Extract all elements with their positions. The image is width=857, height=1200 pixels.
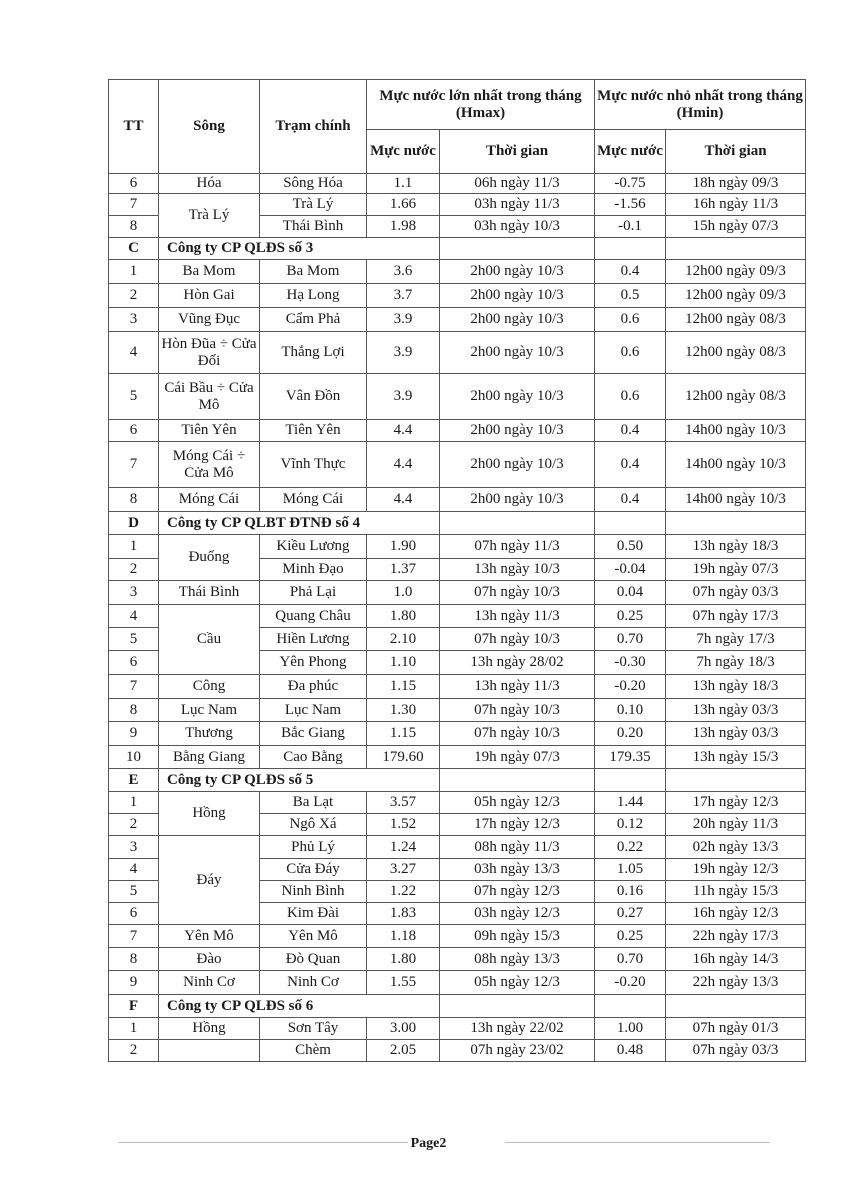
hmin-time: 07h ngày 01/3 [666, 1018, 806, 1040]
river-name: Bằng Giang [159, 746, 260, 769]
row-number: 1 [109, 1018, 159, 1040]
hmax-time: 07h ngày 10/3 [440, 722, 595, 746]
river-name: Móng Cái [159, 488, 260, 512]
station-name: Lục Nam [260, 699, 367, 722]
hmin-time: 07h ngày 17/3 [666, 605, 806, 628]
hmin-level: 0.5 [595, 284, 666, 308]
hmin-level: 0.4 [595, 488, 666, 512]
station-name: Kiều Lương [260, 535, 367, 559]
hmax-level: 1.90 [367, 535, 440, 559]
row-number: 7 [109, 925, 159, 948]
empty-cell [666, 512, 806, 535]
table-row [109, 308, 806, 332]
empty-cell [440, 769, 595, 792]
hmin-time: 18h ngày 09/3 [666, 174, 806, 194]
header-hmax-time: Thời gian [440, 130, 595, 174]
hmax-level: 1.15 [367, 722, 440, 746]
section-row [109, 512, 806, 535]
hmin-time: 13h ngày 18/3 [666, 535, 806, 559]
hmax-level: 3.9 [367, 374, 440, 420]
station-name: Yên Phong [260, 651, 367, 675]
hmin-level: 0.48 [595, 1040, 666, 1062]
hmax-level: 1.18 [367, 925, 440, 948]
hmax-time: 08h ngày 11/3 [440, 836, 595, 859]
table-row [109, 836, 806, 859]
section-code: D [109, 512, 159, 535]
hmin-level: 0.22 [595, 836, 666, 859]
empty-cell [595, 238, 666, 260]
water-level-table [108, 79, 806, 1062]
hmin-level: 0.12 [595, 814, 666, 836]
hmin-time: 7h ngày 17/3 [666, 628, 806, 651]
hmax-level: 1.80 [367, 605, 440, 628]
hmax-level: 1.1 [367, 174, 440, 194]
row-number: 2 [109, 284, 159, 308]
hmax-level: 3.7 [367, 284, 440, 308]
station-name: Ninh Bình [260, 881, 367, 903]
hmin-level: 0.50 [595, 535, 666, 559]
river-name: Trà Lý [159, 194, 260, 238]
hmax-level: 1.15 [367, 675, 440, 699]
hmax-time: 13h ngày 28/02 [440, 651, 595, 675]
hmin-time: 07h ngày 03/3 [666, 1040, 806, 1062]
hmax-time: 17h ngày 12/3 [440, 814, 595, 836]
row-number: 5 [109, 881, 159, 903]
hmax-level: 179.60 [367, 746, 440, 769]
station-name: Móng Cái [260, 488, 367, 512]
river-name: Hòn Gai [159, 284, 260, 308]
table-row [109, 284, 806, 308]
table-row [109, 746, 806, 769]
station-name: Ngô Xá [260, 814, 367, 836]
table-row [109, 948, 806, 971]
river-name: Vũng Đục [159, 308, 260, 332]
row-number: 1 [109, 792, 159, 814]
hmin-level: 0.16 [595, 881, 666, 903]
hmin-time: 16h ngày 14/3 [666, 948, 806, 971]
river-name: Hồng [159, 792, 260, 836]
table-row [109, 260, 806, 284]
section-row [109, 769, 806, 792]
river-name: Tiên Yên [159, 420, 260, 442]
hmin-time: 20h ngày 11/3 [666, 814, 806, 836]
row-number: 8 [109, 216, 159, 238]
hmin-level: 0.4 [595, 260, 666, 284]
station-name: Cao Bằng [260, 746, 367, 769]
hmin-level: 0.4 [595, 420, 666, 442]
hmax-time: 07h ngày 12/3 [440, 881, 595, 903]
table-row [109, 971, 806, 995]
hmax-time: 2h00 ngày 10/3 [440, 488, 595, 512]
hmin-time: 22h ngày 13/3 [666, 971, 806, 995]
hmax-level: 3.57 [367, 792, 440, 814]
empty-cell [595, 995, 666, 1018]
row-number: 5 [109, 628, 159, 651]
hmin-time: 14h00 ngày 10/3 [666, 488, 806, 512]
hmax-time: 07h ngày 10/3 [440, 581, 595, 605]
row-number: 4 [109, 605, 159, 628]
station-name: Phủ Lý [260, 836, 367, 859]
row-number: 6 [109, 651, 159, 675]
hmin-time: 19h ngày 07/3 [666, 559, 806, 581]
hmin-level: 0.25 [595, 605, 666, 628]
row-number: 4 [109, 332, 159, 374]
hmax-level: 4.4 [367, 442, 440, 488]
hmax-time: 07h ngày 11/3 [440, 535, 595, 559]
hmin-time: 12h00 ngày 09/3 [666, 284, 806, 308]
section-name: Công ty CP QLĐS số 5 [159, 769, 440, 792]
river-name: Ninh Cơ [159, 971, 260, 995]
hmax-time: 2h00 ngày 10/3 [440, 420, 595, 442]
hmin-time: 17h ngày 12/3 [666, 792, 806, 814]
hmax-level: 1.37 [367, 559, 440, 581]
hmax-level: 1.66 [367, 194, 440, 216]
section-code: F [109, 995, 159, 1018]
hmin-time: 16h ngày 11/3 [666, 194, 806, 216]
hmax-time: 2h00 ngày 10/3 [440, 332, 595, 374]
river-name: Hồng [159, 1018, 260, 1040]
station-name: Hạ Long [260, 284, 367, 308]
hmax-level: 1.24 [367, 836, 440, 859]
table-row [109, 194, 806, 216]
hmax-time: 19h ngày 07/3 [440, 746, 595, 769]
table-row [109, 442, 806, 488]
hmax-time: 08h ngày 13/3 [440, 948, 595, 971]
station-name: Quang Châu [260, 605, 367, 628]
section-name: Công ty CP QLBT ĐTNĐ số 4 [159, 512, 440, 535]
row-number: 2 [109, 559, 159, 581]
hmax-level: 3.9 [367, 308, 440, 332]
hmin-level: 0.4 [595, 442, 666, 488]
table-row [109, 488, 806, 512]
river-name: Yên Mô [159, 925, 260, 948]
hmin-level: 1.44 [595, 792, 666, 814]
row-number: 6 [109, 420, 159, 442]
header-song: Sông [159, 80, 260, 174]
section-name: Công ty CP QLĐS số 6 [159, 995, 440, 1018]
hmin-level: -1.56 [595, 194, 666, 216]
hmin-time: 19h ngày 12/3 [666, 859, 806, 881]
station-name: Sơn Tây [260, 1018, 367, 1040]
row-number: 6 [109, 174, 159, 194]
hmin-level: -0.20 [595, 675, 666, 699]
river-name [159, 1040, 260, 1062]
hmin-level: 0.70 [595, 628, 666, 651]
table-row [109, 699, 806, 722]
row-number: 1 [109, 535, 159, 559]
station-name: Cẩm Phả [260, 308, 367, 332]
hmax-level: 1.83 [367, 903, 440, 925]
page-number: Page2 [410, 1136, 447, 1151]
hmax-time: 06h ngày 11/3 [440, 174, 595, 194]
row-number: 3 [109, 308, 159, 332]
hmin-time: 13h ngày 03/3 [666, 699, 806, 722]
river-name: Đuống [159, 535, 260, 581]
hmax-time: 13h ngày 11/3 [440, 605, 595, 628]
hmin-level: 0.27 [595, 903, 666, 925]
station-name: Thắng Lợi [260, 332, 367, 374]
hmin-time: 12h00 ngày 08/3 [666, 308, 806, 332]
river-name: Cầu [159, 605, 260, 675]
hmax-time: 13h ngày 22/02 [440, 1018, 595, 1040]
river-name: Ba Mom [159, 260, 260, 284]
empty-cell [666, 995, 806, 1018]
table-row [109, 792, 806, 814]
hmin-time: 13h ngày 03/3 [666, 722, 806, 746]
table-row [109, 925, 806, 948]
header-tt: TT [109, 80, 159, 174]
hmin-time: 12h00 ngày 09/3 [666, 260, 806, 284]
station-name: Bắc Giang [260, 722, 367, 746]
station-name: Kim Đài [260, 903, 367, 925]
row-number: 5 [109, 374, 159, 420]
hmin-time: 14h00 ngày 10/3 [666, 442, 806, 488]
hmax-time: 2h00 ngày 10/3 [440, 442, 595, 488]
empty-cell [595, 512, 666, 535]
hmin-time: 15h ngày 07/3 [666, 216, 806, 238]
station-name: Chèm [260, 1040, 367, 1062]
hmin-time: 07h ngày 03/3 [666, 581, 806, 605]
station-name: Đa phúc [260, 675, 367, 699]
station-name: Vĩnh Thực [260, 442, 367, 488]
hmin-time: 7h ngày 18/3 [666, 651, 806, 675]
table-row [109, 581, 806, 605]
hmin-time: 16h ngày 12/3 [666, 903, 806, 925]
river-name: Móng Cái ÷ Cửa Mô [159, 442, 260, 488]
hmax-time: 03h ngày 11/3 [440, 194, 595, 216]
row-number: 3 [109, 836, 159, 859]
station-name: Cửa Đáy [260, 859, 367, 881]
station-name: Ba Mom [260, 260, 367, 284]
hmin-level: -0.04 [595, 559, 666, 581]
hmax-level: 4.4 [367, 420, 440, 442]
table-row [109, 722, 806, 746]
hmax-level: 1.0 [367, 581, 440, 605]
empty-cell [440, 995, 595, 1018]
hmax-level: 2.05 [367, 1040, 440, 1062]
hmax-level: 3.27 [367, 859, 440, 881]
table-row [109, 420, 806, 442]
hmax-level: 3.6 [367, 260, 440, 284]
table-row [109, 374, 806, 420]
hmax-time: 2h00 ngày 10/3 [440, 374, 595, 420]
table-row [109, 535, 806, 559]
hmax-time: 03h ngày 10/3 [440, 216, 595, 238]
row-number: 8 [109, 488, 159, 512]
table-row [109, 332, 806, 374]
station-name: Yên Mô [260, 925, 367, 948]
row-number: 7 [109, 675, 159, 699]
header-hmin-time: Thời gian [666, 130, 806, 174]
table-row [109, 1040, 806, 1062]
station-name: Ninh Cơ [260, 971, 367, 995]
hmax-level: 4.4 [367, 488, 440, 512]
row-number: 10 [109, 746, 159, 769]
empty-cell [666, 238, 806, 260]
row-number: 7 [109, 194, 159, 216]
hmin-time: 11h ngày 15/3 [666, 881, 806, 903]
hmax-time: 13h ngày 10/3 [440, 559, 595, 581]
hmax-time: 2h00 ngày 10/3 [440, 308, 595, 332]
section-row [109, 995, 806, 1018]
station-name: Thái Bình [260, 216, 367, 238]
hmin-level: 0.25 [595, 925, 666, 948]
table-row [109, 174, 806, 194]
hmin-level: -0.75 [595, 174, 666, 194]
station-name: Đò Quan [260, 948, 367, 971]
row-number: 8 [109, 699, 159, 722]
station-name: Vân Đồn [260, 374, 367, 420]
row-number: 2 [109, 814, 159, 836]
section-code: E [109, 769, 159, 792]
hmin-level: 0.6 [595, 374, 666, 420]
river-name: Lục Nam [159, 699, 260, 722]
hmin-level: 0.20 [595, 722, 666, 746]
hmin-time: 12h00 ngày 08/3 [666, 332, 806, 374]
hmax-time: 03h ngày 12/3 [440, 903, 595, 925]
section-code: C [109, 238, 159, 260]
station-name: Minh Đạo [260, 559, 367, 581]
river-name: Đáy [159, 836, 260, 925]
section-name: Công ty CP QLĐS số 3 [159, 238, 440, 260]
hmax-level: 1.30 [367, 699, 440, 722]
hmin-level: 0.6 [595, 308, 666, 332]
hmin-time: 13h ngày 18/3 [666, 675, 806, 699]
hmin-level: 0.70 [595, 948, 666, 971]
row-number: 9 [109, 971, 159, 995]
table-row [109, 1018, 806, 1040]
hmax-time: 03h ngày 13/3 [440, 859, 595, 881]
station-name: Tiên Yên [260, 420, 367, 442]
hmax-time: 2h00 ngày 10/3 [440, 260, 595, 284]
hmax-time: 07h ngày 10/3 [440, 699, 595, 722]
table-body [109, 174, 806, 1062]
station-name: Trà Lý [260, 194, 367, 216]
hmin-level: -0.1 [595, 216, 666, 238]
row-number: 6 [109, 903, 159, 925]
hmax-level: 1.80 [367, 948, 440, 971]
station-name: Phả Lại [260, 581, 367, 605]
hmax-level: 1.22 [367, 881, 440, 903]
station-name: Sông Hóa [260, 174, 367, 194]
document-page [108, 79, 805, 1062]
hmax-time: 05h ngày 12/3 [440, 971, 595, 995]
hmax-time: 2h00 ngày 10/3 [440, 284, 595, 308]
river-name: Cái Bầu ÷ Cửa Mô [159, 374, 260, 420]
empty-cell [666, 769, 806, 792]
hmin-time: 02h ngày 13/3 [666, 836, 806, 859]
hmax-time: 13h ngày 11/3 [440, 675, 595, 699]
row-number: 3 [109, 581, 159, 605]
river-name: Đào [159, 948, 260, 971]
hmin-level: 0.04 [595, 581, 666, 605]
hmax-level: 3.00 [367, 1018, 440, 1040]
table-row [109, 675, 806, 699]
header-hmax-level: Mực nước [367, 130, 440, 174]
river-name: Thái Bình [159, 581, 260, 605]
empty-cell [595, 769, 666, 792]
river-name: Hòn Đũa ÷ Cửa Đối [159, 332, 260, 374]
station-name: Ba Lạt [260, 792, 367, 814]
hmin-level: -0.20 [595, 971, 666, 995]
row-number: 8 [109, 948, 159, 971]
hmin-time: 13h ngày 15/3 [666, 746, 806, 769]
hmax-level: 1.98 [367, 216, 440, 238]
hmin-level: 0.6 [595, 332, 666, 374]
hmax-level: 1.52 [367, 814, 440, 836]
hmax-level: 1.10 [367, 651, 440, 675]
header-hmin: Mực nước nhỏ nhất trong tháng (Hmin) [595, 80, 806, 130]
hmin-time: 14h00 ngày 10/3 [666, 420, 806, 442]
hmin-level: 0.10 [595, 699, 666, 722]
header-hmin-level: Mực nước [595, 130, 666, 174]
hmax-time: 07h ngày 23/02 [440, 1040, 595, 1062]
header-tram-chinh: Trạm chính [260, 80, 367, 174]
hmin-level: -0.30 [595, 651, 666, 675]
hmax-level: 2.10 [367, 628, 440, 651]
row-number: 1 [109, 260, 159, 284]
hmin-time: 22h ngày 17/3 [666, 925, 806, 948]
hmax-level: 1.55 [367, 971, 440, 995]
hmax-time: 07h ngày 10/3 [440, 628, 595, 651]
river-name: Công [159, 675, 260, 699]
hmax-time: 09h ngày 15/3 [440, 925, 595, 948]
empty-cell [440, 238, 595, 260]
section-row [109, 238, 806, 260]
row-number: 7 [109, 442, 159, 488]
river-name: Thương [159, 722, 260, 746]
table-row [109, 605, 806, 628]
empty-cell [440, 512, 595, 535]
hmax-level: 3.9 [367, 332, 440, 374]
header-hmax: Mực nước lớn nhất trong tháng (Hmax) [367, 80, 595, 130]
hmax-time: 05h ngày 12/3 [440, 792, 595, 814]
hmin-level: 179.35 [595, 746, 666, 769]
hmin-time: 12h00 ngày 08/3 [666, 374, 806, 420]
row-number: 2 [109, 1040, 159, 1062]
river-name: Hóa [159, 174, 260, 194]
station-name: Hiền Lương [260, 628, 367, 651]
row-number: 4 [109, 859, 159, 881]
hmin-level: 1.05 [595, 859, 666, 881]
row-number: 9 [109, 722, 159, 746]
hmin-level: 1.00 [595, 1018, 666, 1040]
